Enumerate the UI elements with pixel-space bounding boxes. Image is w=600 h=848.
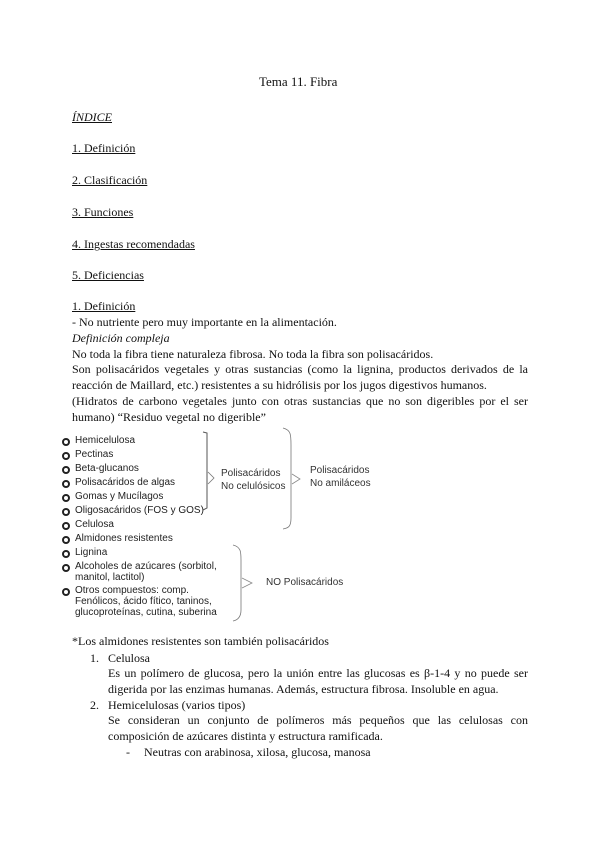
dash-marker: - bbox=[126, 745, 130, 759]
subheading: Definición compleja bbox=[72, 331, 170, 345]
label-no-celulosicos: No celulósicos bbox=[221, 481, 286, 492]
diagram-item: manitol, lactitol) bbox=[75, 572, 145, 583]
index-heading: ÍNDICE bbox=[72, 110, 112, 124]
note: *Los almidones resistentes son también polisacáridos bbox=[72, 634, 329, 648]
diagram-item: Pectinas bbox=[75, 449, 114, 460]
diagram-item: Fenólicos, ácido fítico, taninos, bbox=[75, 596, 212, 607]
diagram-item: Gomas y Mucílagos bbox=[75, 491, 164, 502]
list-item-text: Se consideran un conjunto de polímeros más pequeños que las celulosas con composición de azúcares distinta y estructura ramificada. bbox=[108, 713, 528, 743]
paragraph: (Hidratos de carbono vegetales junto con otras sustancias que no son digeribles por el ser humano) “Residuo vegetal no digerible” bbox=[72, 394, 528, 424]
bracket-line bbox=[233, 545, 241, 621]
label-no-polisacaridos: NO Polisacáridos bbox=[266, 577, 344, 588]
text-line: No toda la fibra tiene naturaleza fibrosa. No toda la fibra son polisacáridos. bbox=[72, 347, 434, 361]
diagram-item: Beta-glucanos bbox=[75, 463, 139, 474]
diagram-item: Lignina bbox=[75, 547, 108, 558]
index-item-ingestas[interactable]: 4. Ingestas recomendadas bbox=[72, 237, 195, 251]
list-item-title: Celulosa bbox=[108, 651, 150, 665]
paragraph: Son polisacáridos vegetales y otras sustancias (como la lignina, productos derivados de la reacción de Maillard, etc.) resistentes a su hidrólisis por los jugos digestivos humanos. bbox=[72, 362, 528, 392]
list-number: 1. bbox=[90, 651, 99, 665]
bracket-line bbox=[203, 432, 207, 510]
diagram-item: Oligosacáridos (FOS y GOS) bbox=[75, 505, 204, 516]
diagram-item: Celulosa bbox=[75, 519, 114, 530]
diagram-item: Polisacáridos de algas bbox=[75, 477, 176, 488]
index-item-clasificacion[interactable]: 2. Clasificación bbox=[72, 173, 148, 187]
bracket-arrow bbox=[242, 578, 252, 588]
diagram-item: Hemicelulosa bbox=[75, 435, 136, 446]
diagram-item: Almidones resistentes bbox=[75, 533, 173, 544]
page-title: Tema 11. Fibra bbox=[259, 74, 338, 89]
list-item-text: Es un polímero de glucosa, pero la unión entre las glucosas es β-1-4 y no puede ser digerida por las enzimas humanas. Además, estructura fibrosa. Insoluble en agua. bbox=[108, 666, 528, 696]
sub-list-item: Neutras con arabinosa, xilosa, glucosa, manosa bbox=[144, 745, 371, 759]
section-heading: 1. Definición bbox=[72, 299, 136, 313]
index-item-deficiencias[interactable]: 5. Deficiencias bbox=[72, 268, 144, 282]
diagram-item: Alcoholes de azúcares (sorbitol, bbox=[75, 561, 217, 572]
diagram-item: glucoproteínas, cutina, suberina bbox=[75, 607, 217, 618]
label-polisacaridos: Polisacáridos bbox=[221, 468, 281, 479]
label-polisacaridos-2: Polisacáridos bbox=[310, 465, 370, 476]
diagram-item: Otros compuestos: comp. bbox=[75, 585, 189, 596]
list-number: 2. bbox=[90, 698, 99, 712]
list-item-title: Hemicelulosas (varios tipos) bbox=[108, 698, 246, 712]
text-line: - No nutriente pero muy importante en la alimentación. bbox=[72, 315, 337, 329]
bracket-line bbox=[283, 428, 291, 529]
label-no-amilaceos: No amiláceos bbox=[310, 478, 371, 489]
index-item-funciones[interactable]: 3. Funciones bbox=[72, 205, 134, 219]
bracket-arrow bbox=[292, 474, 300, 484]
index-item-definicion[interactable]: 1. Definición bbox=[72, 141, 136, 155]
bracket-arrow bbox=[208, 472, 214, 484]
